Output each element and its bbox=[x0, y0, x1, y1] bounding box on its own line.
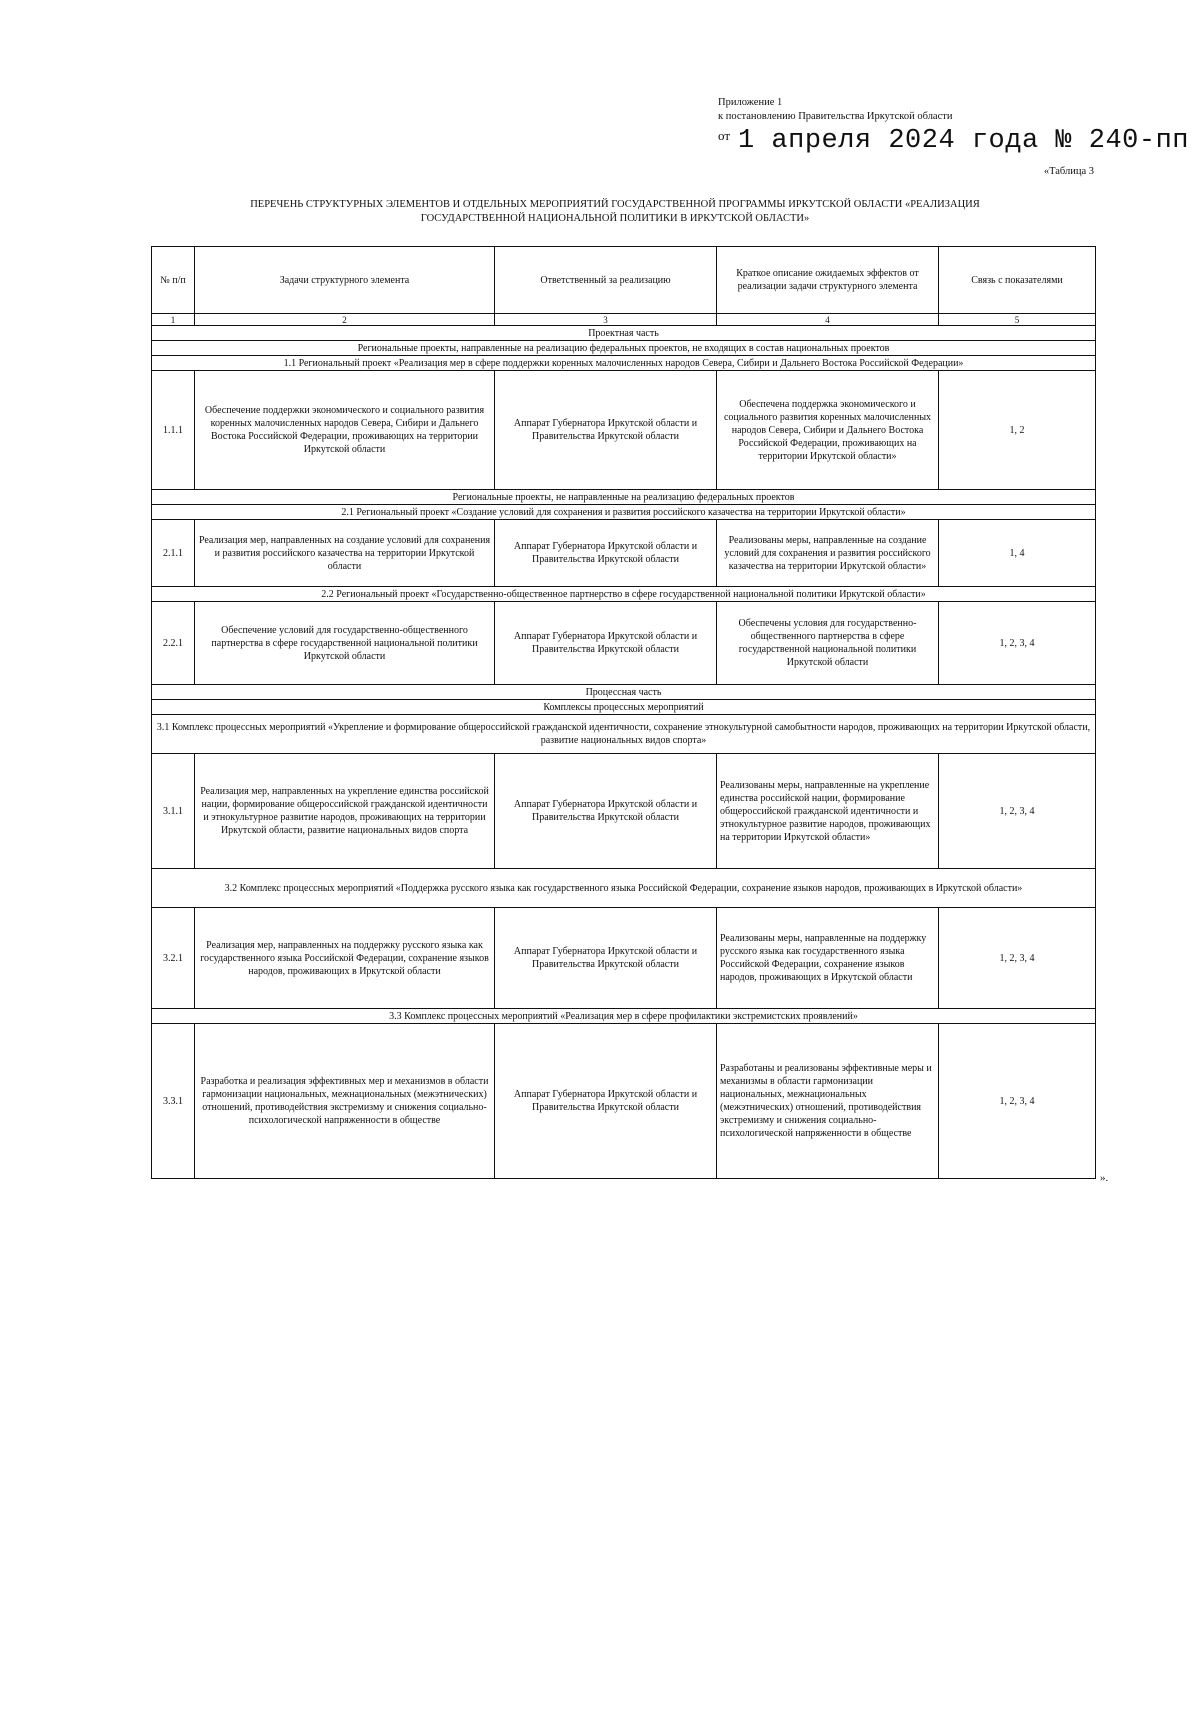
section-complex-3-1: 3.1 Комплекс процессных мероприятий «Укрепление и формирование общероссийской гражданской идентичности, сохранение этнокультурной самобытности народов, проживающих на территории Иркутской области, развитие национальных видов спорта» bbox=[152, 715, 1096, 754]
row-task: Реализация мер, направленных на укрепление единства российской нации, формирование общероссийской гражданской идентичности и этнокультурное развитие народов, проживающих на территории Иркутской области, развитие национальных видов спорта bbox=[195, 754, 495, 869]
section-row bbox=[152, 700, 1096, 715]
title-line-2: ГОСУДАРСТВЕННОЙ НАЦИОНАЛЬНОЙ ПОЛИТИКИ В ИРКУТСКОЙ ОБЛАСТИ» bbox=[420, 213, 810, 224]
row-indicators: 1, 2, 3, 4 bbox=[939, 754, 1096, 869]
row-indicators: 1, 2, 3, 4 bbox=[939, 908, 1096, 1009]
section-row bbox=[152, 1009, 1096, 1024]
table-row bbox=[152, 371, 1096, 490]
section-row bbox=[152, 326, 1096, 341]
table-row bbox=[152, 754, 1096, 869]
row-indicators: 1, 2, 3, 4 bbox=[939, 1024, 1096, 1179]
row-task: Разработка и реализация эффективных мер и механизмов в области гармонизации национальных, межнациональных (межэтнических) отношений, противодействия экстремизму и снижения социально-психологической напряженности в обществе bbox=[195, 1024, 495, 1179]
program-elements-table bbox=[151, 246, 1096, 1179]
row-number: 3.2.1 bbox=[152, 908, 195, 1009]
section-complex-3-2: 3.2 Комплекс процессных мероприятий «Поддержка русского языка как государственного языка Российской Федерации, сохранение языков народов, проживающих в Иркутской области» bbox=[152, 869, 1096, 908]
section-row bbox=[152, 505, 1096, 520]
section-process-part: Процессная часть bbox=[152, 685, 1096, 700]
table-row bbox=[152, 520, 1096, 587]
row-indicators: 1, 2, 3, 4 bbox=[939, 602, 1096, 685]
section-project-part: Проектная часть bbox=[152, 326, 1096, 341]
section-row bbox=[152, 587, 1096, 602]
col-number: 5 bbox=[939, 314, 1096, 326]
section-process-complexes: Комплексы процессных мероприятий bbox=[152, 700, 1096, 715]
section-regional-nonfederal: Региональные проекты, не направленные на реализацию федеральных проектов bbox=[152, 490, 1096, 505]
col-header-effect: Краткое описание ожидаемых эффектов от реализации задачи структурного элемента bbox=[717, 247, 939, 314]
table-header-row bbox=[152, 247, 1096, 314]
section-project-2-2: 2.2 Региональный проект «Государственно-общественное партнерство в сфере государственной национальной политики Иркутской области» bbox=[152, 587, 1096, 602]
title-line-1: ПЕРЕЧЕНЬ СТРУКТУРНЫХ ЭЛЕМЕНТОВ И ОТДЕЛЬНЫХ МЕРОПРИЯТИЙ ГОСУДАРСТВЕННОЙ ПРОГРАММЫ ИРКУТСКОЙ ОБЛАСТИ «РЕАЛИЗАЦИЯ bbox=[250, 199, 980, 210]
date-prefix: от bbox=[718, 128, 731, 143]
col-number: 4 bbox=[717, 314, 939, 326]
section-regional-federal: Региональные проекты, направленные на реализацию федеральных проектов, не входящих в состав национальных проектов bbox=[152, 341, 1096, 356]
section-row bbox=[152, 869, 1096, 908]
section-row bbox=[152, 356, 1096, 371]
row-indicators: 1, 4 bbox=[939, 520, 1096, 587]
row-task: Обеспечение поддержки экономического и социального развития коренных малочисленных народов Севера, Сибири и Дальнего Востока Российской Федерации, проживающих на территории Иркутской области bbox=[195, 371, 495, 490]
row-task: Реализация мер, направленных на поддержку русского языка как государственного языка Российской Федерации, сохранение языков народов, проживающих в Иркутской области bbox=[195, 908, 495, 1009]
section-row bbox=[152, 715, 1096, 754]
row-number: 3.1.1 bbox=[152, 754, 195, 869]
row-effect: Разработаны и реализованы эффективные меры и механизмы в области гармонизации национальных, межнациональных (межэтнических) отношений, противодействия экстремизму и снижения социально-психологической напряженности в обществе bbox=[717, 1024, 939, 1179]
col-number: 1 bbox=[152, 314, 195, 326]
row-effect: Реализованы меры, направленные на укрепление единства российской нации, формирование общероссийской гражданской идентичности и этнокультурное развитие народов, проживающих на территории Иркутской области» bbox=[717, 754, 939, 869]
row-responsible: Аппарат Губернатора Иркутской области и Правительства Иркутской области bbox=[495, 908, 717, 1009]
row-indicators: 1, 2 bbox=[939, 371, 1096, 490]
col-header-responsible: Ответственный за реализацию bbox=[495, 247, 717, 314]
document-title bbox=[150, 198, 1080, 226]
section-project-1-1: 1.1 Региональный проект «Реализация мер в сфере поддержки коренных малочисленных народов Севера, Сибири и Дальнего Востока Российской Федерации» bbox=[152, 356, 1096, 371]
section-project-2-1: 2.1 Региональный проект «Создание условий для сохранения и развития российского казачества на территории Иркутской области» bbox=[152, 505, 1096, 520]
row-number: 2.1.1 bbox=[152, 520, 195, 587]
column-numbers-row bbox=[152, 314, 1096, 326]
row-task: Реализация мер, направленных на создание условий для сохранения и развития российского казачества на территории Иркутской области bbox=[195, 520, 495, 587]
resolution-date bbox=[718, 126, 1189, 156]
col-number: 2 bbox=[195, 314, 495, 326]
appendix-line-1: Приложение 1 bbox=[718, 97, 783, 108]
table-row bbox=[152, 602, 1096, 685]
row-effect: Обеспечены условия для государственно-общественного партнерства в сфере государственной национальной политики Иркутской области bbox=[717, 602, 939, 685]
section-row bbox=[152, 490, 1096, 505]
row-responsible: Аппарат Губернатора Иркутской области и Правительства Иркутской области bbox=[495, 602, 717, 685]
section-row bbox=[152, 685, 1096, 700]
col-header-indicators: Связь с показателями bbox=[939, 247, 1096, 314]
col-number: 3 bbox=[495, 314, 717, 326]
row-number: 2.2.1 bbox=[152, 602, 195, 685]
table-row bbox=[152, 908, 1096, 1009]
row-responsible: Аппарат Губернатора Иркутской области и Правительства Иркутской области bbox=[495, 520, 717, 587]
row-effect: Реализованы меры, направленные на поддержку русского языка как государственного языка Российской Федерации, сохранение языков народов, проживающих в Иркутской области bbox=[717, 908, 939, 1009]
section-row bbox=[152, 341, 1096, 356]
closing-quote: ». bbox=[1100, 1172, 1109, 1184]
section-complex-3-3: 3.3 Комплекс процессных мероприятий «Реализация мер в сфере профилактики экстремистских проявлений» bbox=[152, 1009, 1096, 1024]
row-task: Обеспечение условий для государственно-общественного партнерства в сфере государственной национальной политики Иркутской области bbox=[195, 602, 495, 685]
date-text: 1 апреля 2024 года № 240-пп bbox=[738, 126, 1189, 156]
col-header-number: № п/п bbox=[152, 247, 195, 314]
row-responsible: Аппарат Губернатора Иркутской области и Правительства Иркутской области bbox=[495, 1024, 717, 1179]
table-row bbox=[152, 1024, 1096, 1179]
appendix-line-2: к постановлению Правительства Иркутской области bbox=[718, 111, 953, 122]
row-responsible: Аппарат Губернатора Иркутской области и Правительства Иркутской области bbox=[495, 754, 717, 869]
row-number: 1.1.1 bbox=[152, 371, 195, 490]
row-effect: Реализованы меры, направленные на создание условий для сохранения и развития российского казачества на территории Иркутской области» bbox=[717, 520, 939, 587]
row-effect: Обеспечена поддержка экономического и социального развития коренных малочисленных народов Севера, Сибири и Дальнего Востока Российской Федерации, проживающих на территории Иркутской области» bbox=[717, 371, 939, 490]
row-number: 3.3.1 bbox=[152, 1024, 195, 1179]
appendix-note bbox=[718, 96, 952, 124]
row-responsible: Аппарат Губернатора Иркутской области и Правительства Иркутской области bbox=[495, 371, 717, 490]
col-header-task: Задачи структурного элемента bbox=[195, 247, 495, 314]
table-label: «Таблица 3 bbox=[1043, 166, 1094, 177]
